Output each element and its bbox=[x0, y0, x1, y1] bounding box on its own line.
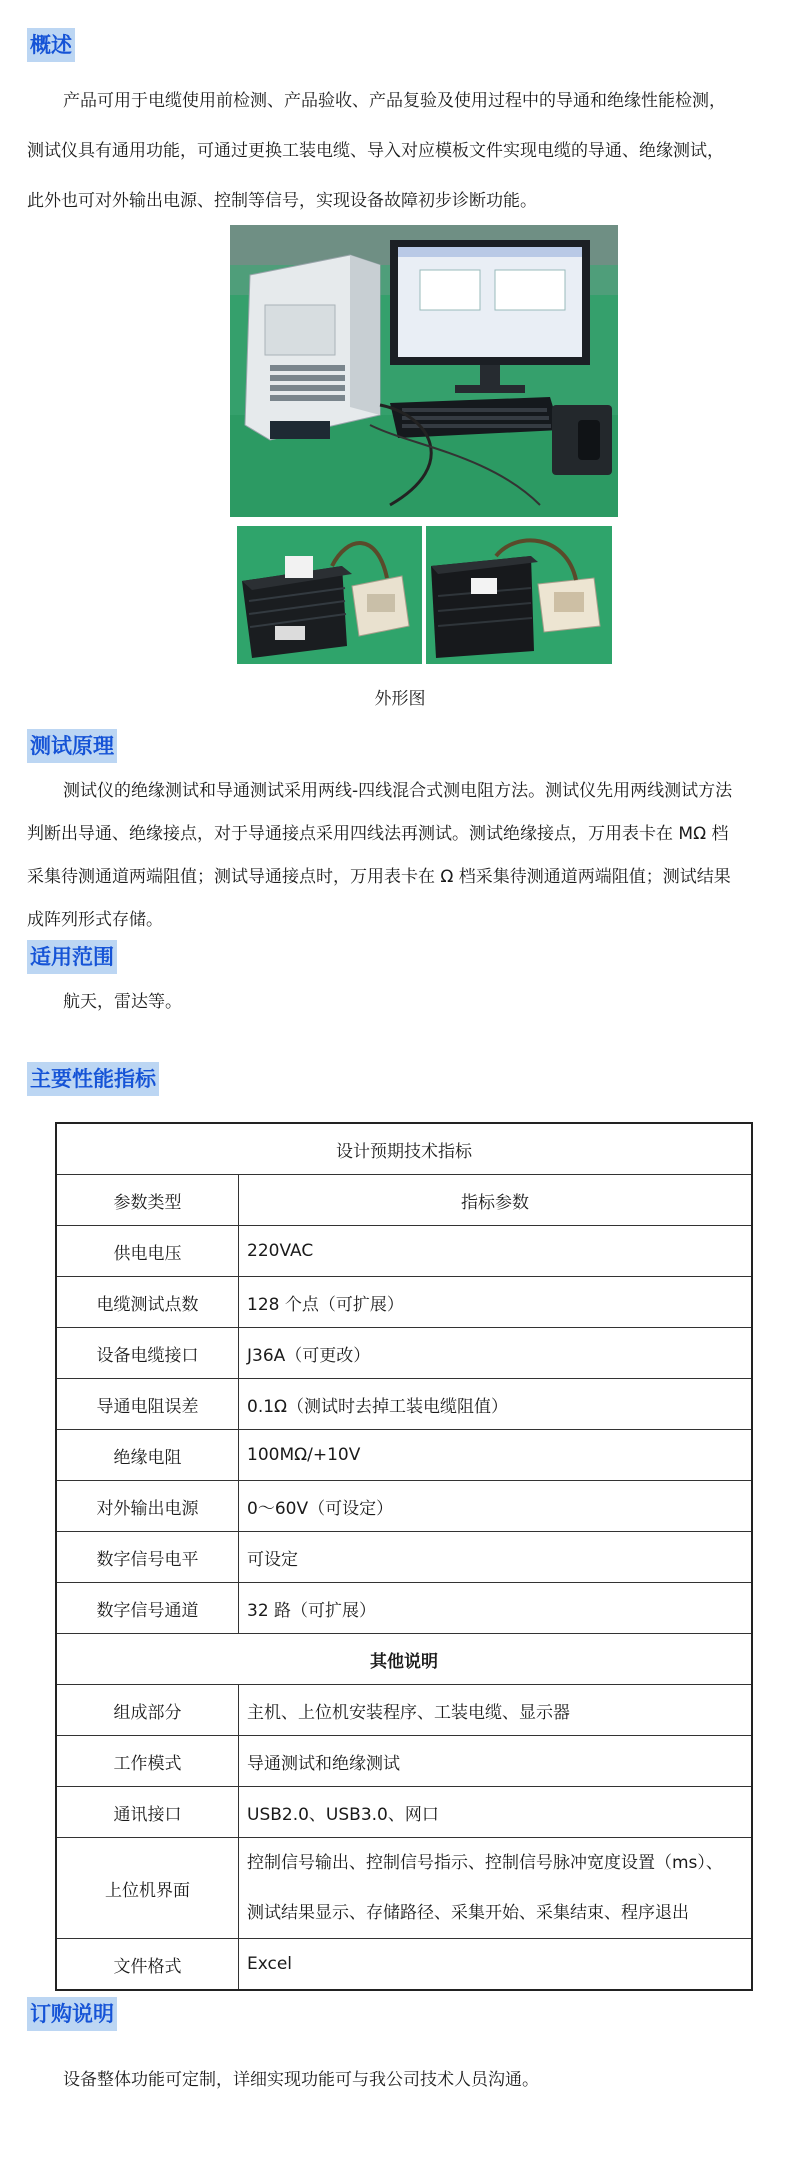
row-value: 32 路（可扩展） bbox=[239, 1583, 753, 1634]
section-title-specs: 主要性能指标 bbox=[27, 1062, 159, 1096]
row-value: 0～60V（可设定） bbox=[239, 1481, 753, 1532]
principle-line-3: 采集待测通道两端阻值；测试导通接点时，万用表卡在 Ω 档采集待测通道两端阻值；测试结果 bbox=[27, 867, 731, 887]
section-title-overview: 概述 bbox=[27, 28, 75, 62]
principle-line-4: 成阵列形式存储。 bbox=[27, 910, 163, 930]
product-photo-left-graphic bbox=[237, 526, 422, 664]
section-title-principle: 测试原理 bbox=[27, 729, 117, 763]
header-value: 指标参数 bbox=[239, 1175, 753, 1226]
table-row bbox=[56, 1736, 752, 1787]
overview-line-1: 产品可用于电缆使用前检测、产品验收、产品复验及使用过程中的导通和绝缘性能检测， bbox=[63, 91, 726, 111]
row-value: 可设定 bbox=[239, 1532, 753, 1583]
row-param: 工作模式 bbox=[56, 1736, 239, 1787]
row-value: 100MΩ/+10V bbox=[239, 1430, 753, 1481]
row-value: 0.1Ω（测试时去掉工装电缆阻值） bbox=[239, 1379, 753, 1430]
order-text: 设备整体功能可定制，详细实现功能可与我公司技术人员沟通。 bbox=[63, 2070, 539, 2090]
spec-table-other-title-row bbox=[56, 1634, 752, 1685]
header-param: 参数类型 bbox=[56, 1175, 239, 1226]
table-row bbox=[56, 1430, 752, 1481]
table-row bbox=[56, 1379, 752, 1430]
ui-row-line-1: 控制信号输出、控制信号指示、控制信号脉冲宽度设置（ms）、 bbox=[247, 1853, 723, 1873]
overview-paragraph bbox=[27, 76, 787, 226]
row-param: 通讯接口 bbox=[56, 1787, 239, 1838]
principle-line-2: 判断出导通、绝缘接点，对于导通接点采用四线法再测试。测试绝缘接点，万用表卡在 MΩ 档 bbox=[27, 824, 729, 844]
product-photo-right bbox=[426, 526, 612, 664]
order-paragraph bbox=[27, 2058, 787, 2102]
row-value: 220VAC bbox=[239, 1226, 753, 1277]
section-title-scope: 适用范围 bbox=[27, 940, 117, 974]
row-value: USB2.0、USB3.0、网口 bbox=[239, 1787, 753, 1838]
spec-table-header-row bbox=[56, 1175, 752, 1226]
product-photo-main-graphic bbox=[230, 225, 618, 517]
table-row bbox=[56, 1838, 752, 1939]
row-param: 数字信号通道 bbox=[56, 1583, 239, 1634]
table-row bbox=[56, 1277, 752, 1328]
row-param: 数字信号电平 bbox=[56, 1532, 239, 1583]
overview-line-3: 此外也可对外输出电源、控制等信号，实现设备故障初步诊断功能。 bbox=[27, 191, 537, 211]
row-value: Excel bbox=[239, 1939, 753, 1991]
table-row bbox=[56, 1685, 752, 1736]
table-row bbox=[56, 1532, 752, 1583]
figure-caption: 外形图 bbox=[374, 689, 426, 709]
row-param: 组成部分 bbox=[56, 1685, 239, 1736]
scope-text: 航天，雷达等。 bbox=[63, 992, 182, 1012]
table-row bbox=[56, 1481, 752, 1532]
row-param: 电缆测试点数 bbox=[56, 1277, 239, 1328]
table-row bbox=[56, 1226, 752, 1277]
row-value: J36A（可更改） bbox=[239, 1328, 753, 1379]
ui-row-line-2: 测试结果显示、存储路径、采集开始、采集结束、程序退出 bbox=[247, 1903, 689, 1923]
row-value bbox=[239, 1838, 753, 1939]
product-photo-right-graphic bbox=[426, 526, 612, 664]
row-param: 导通电阻误差 bbox=[56, 1379, 239, 1430]
table-row bbox=[56, 1787, 752, 1838]
section-title-order: 订购说明 bbox=[27, 1997, 117, 2031]
table-row bbox=[56, 1939, 752, 1991]
product-photo-left bbox=[237, 526, 422, 664]
product-photo-main bbox=[230, 225, 618, 517]
spec-table bbox=[55, 1122, 753, 1991]
overview-line-2: 测试仪具有通用功能，可通过更换工装电缆、导入对应模板文件实现电缆的导通、绝缘测试， bbox=[27, 141, 724, 161]
scope-paragraph bbox=[27, 980, 787, 1024]
row-param: 文件格式 bbox=[56, 1939, 239, 1991]
row-value: 128 个点（可扩展） bbox=[239, 1277, 753, 1328]
principle-line-1: 测试仪的绝缘测试和导通测试采用两线-四线混合式测电阻方法。测试仪先用两线测试方法 bbox=[63, 781, 733, 801]
table-row bbox=[56, 1583, 752, 1634]
row-param: 对外输出电源 bbox=[56, 1481, 239, 1532]
spec-table-title-row bbox=[56, 1123, 752, 1175]
principle-paragraph bbox=[27, 770, 787, 942]
spec-table-title: 设计预期技术指标 bbox=[56, 1123, 752, 1175]
other-notes-title: 其他说明 bbox=[56, 1634, 752, 1685]
table-row bbox=[56, 1328, 752, 1379]
row-param: 绝缘电阻 bbox=[56, 1430, 239, 1481]
row-param: 供电电压 bbox=[56, 1226, 239, 1277]
row-param: 设备电缆接口 bbox=[56, 1328, 239, 1379]
row-value: 导通测试和绝缘测试 bbox=[239, 1736, 753, 1787]
row-param: 上位机界面 bbox=[56, 1838, 239, 1939]
row-value: 主机、上位机安装程序、工装电缆、显示器 bbox=[239, 1685, 753, 1736]
